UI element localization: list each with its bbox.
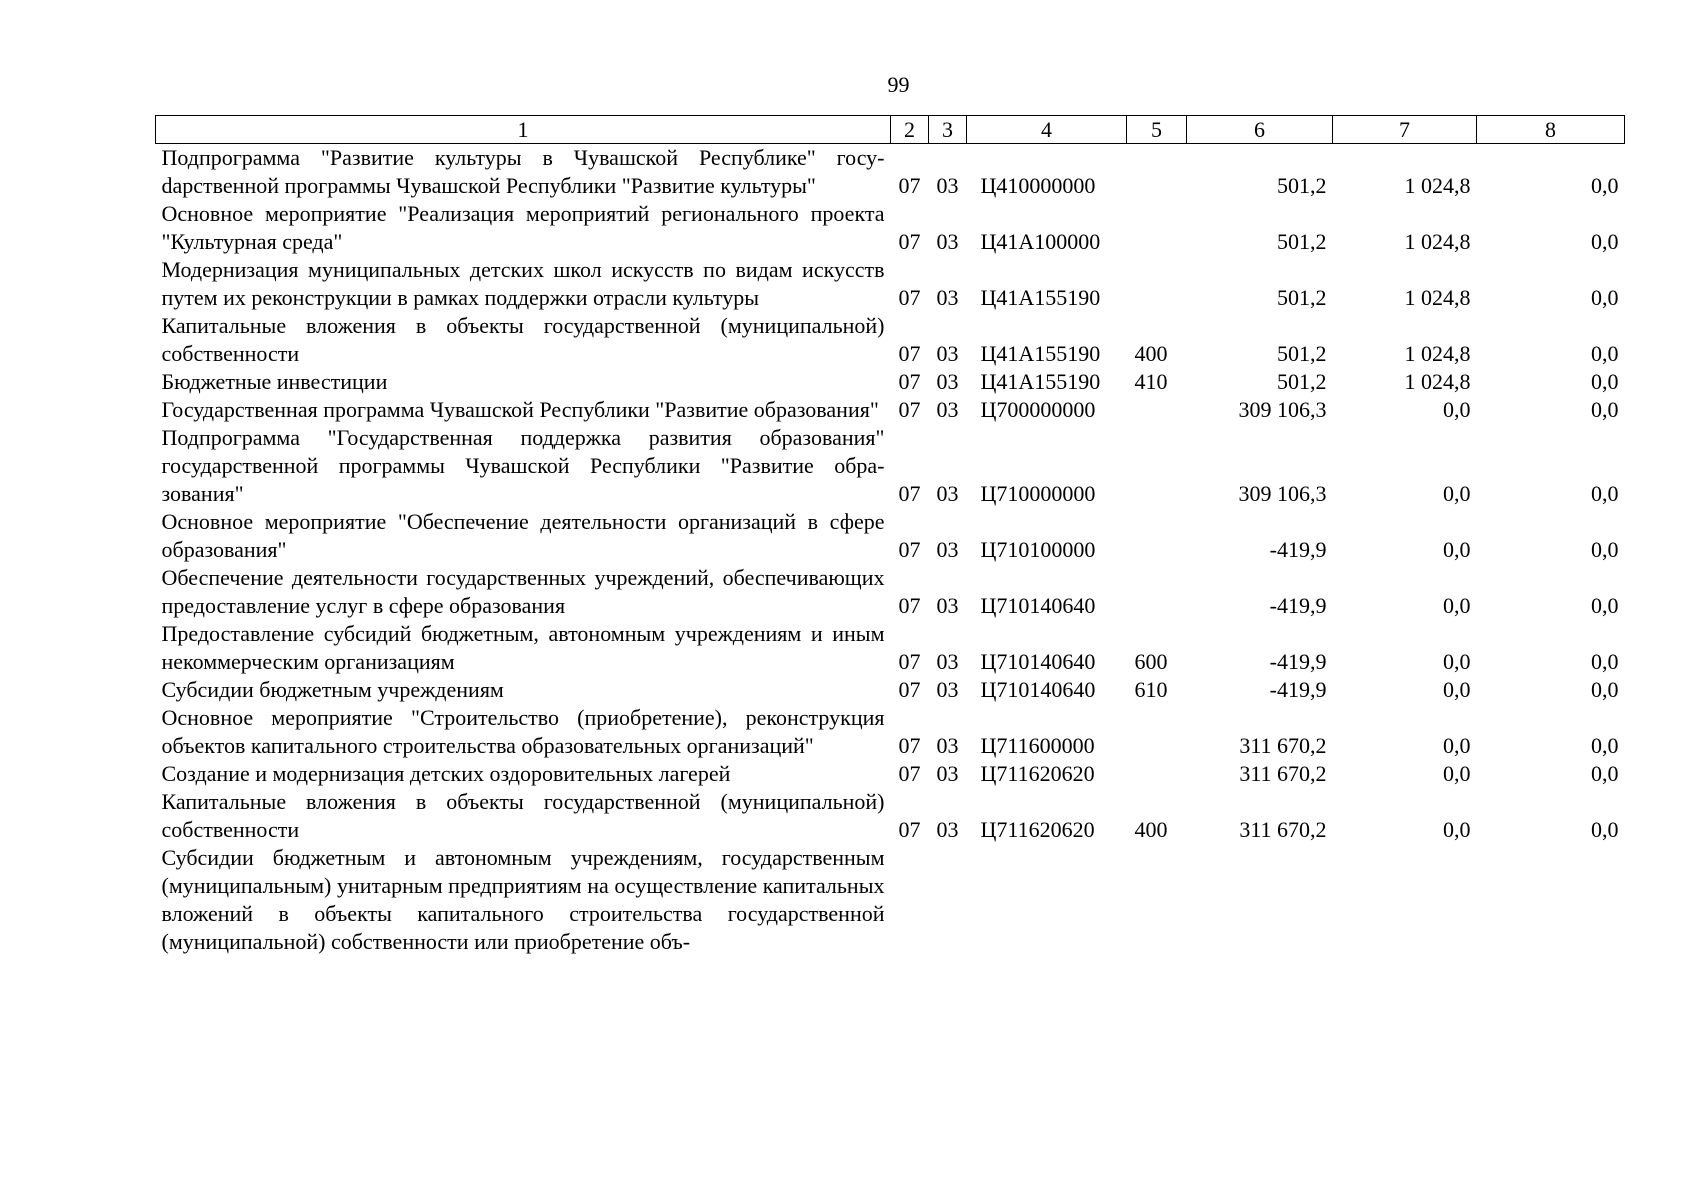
amount-col-7: 0,0 — [1443, 733, 1471, 758]
section-code: 07 — [898, 677, 921, 702]
amount-col-8: 0,0 — [1591, 341, 1619, 366]
column-header: 2 — [891, 116, 929, 144]
table-row — [156, 676, 1625, 704]
table-row — [156, 508, 1625, 564]
amount-col-7: 0,0 — [1443, 649, 1471, 674]
section-code: 07 — [898, 397, 921, 422]
expense-name: Капитальные вложения в объекты государственной (муниципальной) собственности — [161, 789, 885, 842]
amount-col-7: 0,0 — [1443, 761, 1471, 786]
expense-type-code: 410 — [1134, 369, 1168, 394]
subsection-code: 03 — [936, 173, 959, 198]
expense-name: Основное мероприятие "Обеспечение деятельности организаций в сфере образования" — [161, 509, 885, 562]
table-row — [156, 788, 1625, 844]
amount-col-6: 501,2 — [1277, 173, 1327, 198]
amount-col-8: 0,0 — [1591, 677, 1619, 702]
expense-type-code — [1127, 508, 1187, 564]
table-row — [156, 144, 1625, 201]
amount-col-7: 0,0 — [1443, 677, 1471, 702]
expense-type-code — [1127, 144, 1187, 201]
amount-col-6: 501,2 — [1277, 369, 1327, 394]
expense-type-code — [1127, 200, 1187, 256]
expense-type-code: 400 — [1134, 341, 1168, 366]
expense-name: Субсидии бюджетным и автономным учреждениям, государственным (муниципальным) унитарным предприятиям на осуществление капитальных вложений в объекты капитального строительства государственной (муниципальной) собственности или приобретение объ- — [161, 845, 885, 954]
expense-type-code: 600 — [1134, 649, 1168, 674]
subsection-code: 03 — [936, 341, 959, 366]
expense-name: Предоставление субсидий бюджетным, автономным учреждениям и иным некоммерческим организациям — [161, 621, 885, 674]
section-code — [891, 844, 929, 956]
expense-name: Подпрограмма "Государственная поддержка развития образования" государственной программы Чувашской Республики "Развитие образования" — [161, 425, 885, 506]
section-code: 07 — [898, 173, 921, 198]
target-article-code: Ц410000000 — [980, 173, 1096, 198]
amount-col-7: 1 024,8 — [1404, 341, 1471, 366]
amount-col-6: 501,2 — [1277, 341, 1327, 366]
table-row — [156, 844, 1625, 956]
amount-col-8: 0,0 — [1591, 649, 1619, 674]
amount-col-6: 311 670,2 — [1239, 817, 1327, 842]
expense-type-code — [1127, 256, 1187, 312]
expense-type-code — [1127, 760, 1187, 788]
section-code: 07 — [898, 481, 921, 506]
amount-col-8: 0,0 — [1591, 761, 1619, 786]
amount-col-7: 0,0 — [1443, 817, 1471, 842]
expense-name: Подпрограмма "Развитие культуры в Чувашской Республике" госуdарственной программы Чувашской Республики "Развитие культуры" — [161, 145, 885, 198]
target-article-code: Ц711600000 — [980, 733, 1095, 758]
table-row — [156, 312, 1625, 368]
subsection-code: 03 — [936, 481, 959, 506]
amount-col-8: 0,0 — [1591, 481, 1619, 506]
target-article-code: Ц711620620 — [980, 817, 1095, 842]
amount-col-7: 0,0 — [1443, 481, 1471, 506]
target-article-code: Ц710100000 — [980, 537, 1096, 562]
amount-col-6: 309 106,3 — [1238, 481, 1327, 506]
table-row — [156, 424, 1625, 508]
subsection-code: 03 — [936, 229, 959, 254]
table-row — [156, 256, 1625, 312]
amount-col-8: 0,0 — [1591, 817, 1619, 842]
amount-col-6: 311 670,2 — [1239, 733, 1327, 758]
expense-type-code — [1127, 564, 1187, 620]
target-article-code: Ц41А155190 — [980, 341, 1101, 366]
column-header: 3 — [929, 116, 967, 144]
section-code: 07 — [898, 341, 921, 366]
column-header: 6 — [1187, 116, 1333, 144]
expense-type-code — [1127, 396, 1187, 424]
table-row — [156, 564, 1625, 620]
expense-name: Модернизация муниципальных детских школ искусств по видам искусств путем их реконструкции в рамках поддержки отрасли культуры — [161, 257, 885, 310]
expense-type-code: 400 — [1134, 817, 1168, 842]
table-row — [156, 704, 1625, 760]
section-code: 07 — [898, 817, 921, 842]
target-article-code: Ц710140640 — [980, 677, 1096, 702]
table-row — [156, 620, 1625, 676]
amount-col-6: -419,9 — [1269, 677, 1327, 702]
subsection-code: 03 — [936, 761, 959, 786]
expense-name: Основное мероприятие "Строительство (приобретение), реконструкция объектов капитального строительства образовательных организаций" — [161, 705, 885, 758]
subsection-code: 03 — [936, 593, 959, 618]
section-code: 07 — [898, 593, 921, 618]
amount-col-6: -419,9 — [1269, 649, 1327, 674]
table-row — [156, 396, 1625, 424]
target-article-code: Ц41А100000 — [980, 229, 1101, 254]
amount-col-6: 501,2 — [1277, 229, 1327, 254]
amount-col-7: 1 024,8 — [1404, 285, 1471, 310]
amount-col-6: -419,9 — [1269, 537, 1327, 562]
amount-col-8: 0,0 — [1591, 173, 1619, 198]
amount-col-7: 0,0 — [1443, 537, 1471, 562]
subsection-code: 03 — [936, 733, 959, 758]
column-header: 5 — [1127, 116, 1187, 144]
amount-col-6: 501,2 — [1277, 285, 1327, 310]
section-code: 07 — [898, 285, 921, 310]
column-number-header-row — [156, 116, 1625, 144]
amount-col-8: 0,0 — [1591, 285, 1619, 310]
target-article-code — [967, 844, 1127, 956]
column-header: 1 — [156, 116, 891, 144]
amount-col-7: 1 024,8 — [1404, 173, 1471, 198]
target-article-code: Ц41А155190 — [980, 369, 1101, 394]
expense-name: Обеспечение деятельности государственных учреждений, обеспечивающих предоставление услуг в сфере образования — [161, 565, 885, 618]
target-article-code: Ц710000000 — [980, 481, 1096, 506]
amount-col-6 — [1187, 844, 1333, 956]
section-code: 07 — [898, 649, 921, 674]
section-code: 07 — [898, 733, 921, 758]
table-body — [156, 144, 1625, 957]
expense-name: Государственная программа Чувашской Республики "Развитие образования" — [161, 397, 879, 422]
column-header: 4 — [967, 116, 1127, 144]
expense-type-code — [1127, 844, 1187, 956]
subsection-code — [929, 844, 967, 956]
table-row — [156, 760, 1625, 788]
section-code: 07 — [898, 761, 921, 786]
amount-col-8: 0,0 — [1591, 733, 1619, 758]
expense-type-code — [1127, 424, 1187, 508]
table-row — [156, 368, 1625, 396]
amount-col-7: 1 024,8 — [1404, 369, 1471, 394]
amount-col-7 — [1333, 844, 1477, 956]
subsection-code: 03 — [936, 397, 959, 422]
table-row — [156, 200, 1625, 256]
amount-col-7: 0,0 — [1443, 593, 1471, 618]
subsection-code: 03 — [936, 537, 959, 562]
amount-col-6: -419,9 — [1269, 593, 1327, 618]
amount-col-8: 0,0 — [1591, 397, 1619, 422]
amount-col-8: 0,0 — [1591, 593, 1619, 618]
subsection-code: 03 — [936, 649, 959, 674]
expense-name: Создание и модернизация детских оздоровительных лагерей — [161, 761, 731, 786]
amount-col-8: 0,0 — [1591, 369, 1619, 394]
section-code: 07 — [898, 369, 921, 394]
subsection-code: 03 — [936, 285, 959, 310]
amount-col-8: 0,0 — [1591, 537, 1619, 562]
subsection-code: 03 — [936, 369, 959, 394]
amount-col-7: 1 024,8 — [1404, 229, 1471, 254]
target-article-code: Ц710140640 — [980, 649, 1096, 674]
target-article-code: Ц700000000 — [980, 397, 1096, 422]
amount-col-8: 0,0 — [1591, 229, 1619, 254]
amount-col-7: 0,0 — [1443, 397, 1471, 422]
subsection-code: 03 — [936, 677, 959, 702]
column-header: 8 — [1477, 116, 1625, 144]
budget-table — [155, 115, 1625, 956]
expense-name: Субсидии бюджетным учреждениям — [161, 677, 504, 702]
amount-col-6: 309 106,3 — [1238, 397, 1327, 422]
column-header: 7 — [1333, 116, 1477, 144]
expense-name: Капитальные вложения в объекты государственной (муниципальной) собственности — [161, 313, 885, 366]
expense-name: Основное мероприятие "Реализация мероприятий регионального проекта "Культурная среда" — [161, 201, 885, 254]
expense-type-code: 610 — [1134, 677, 1168, 702]
expense-type-code — [1127, 704, 1187, 760]
amount-col-8 — [1477, 844, 1625, 956]
amount-col-6: 311 670,2 — [1239, 761, 1327, 786]
section-code: 07 — [898, 229, 921, 254]
section-code: 07 — [898, 537, 921, 562]
target-article-code: Ц41А155190 — [980, 285, 1101, 310]
page-number: 99 — [887, 72, 910, 97]
target-article-code: Ц711620620 — [980, 761, 1095, 786]
target-article-code: Ц710140640 — [980, 593, 1096, 618]
expense-name: Бюджетные инвестиции — [161, 369, 388, 394]
subsection-code: 03 — [936, 817, 959, 842]
